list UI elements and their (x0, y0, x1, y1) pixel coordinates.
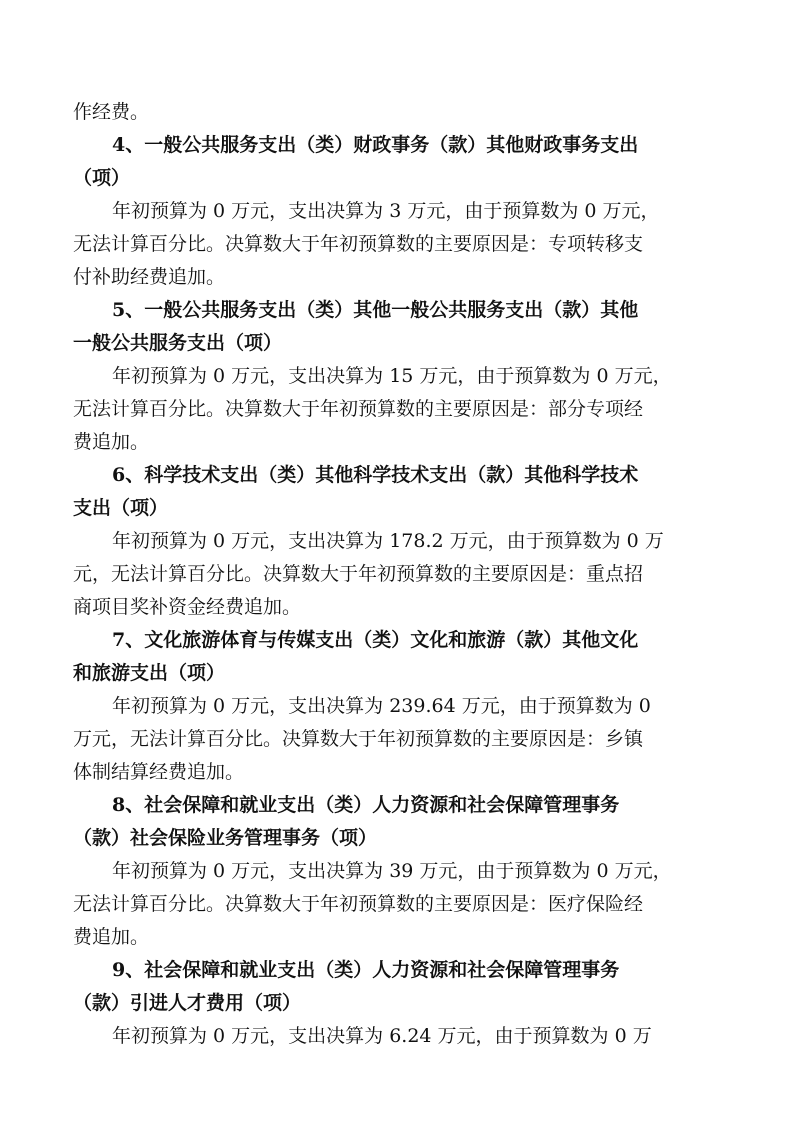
paragraph-line: 万元，无法计算百分比。决算数大于年初预算数的主要原因是：乡镇 (73, 728, 644, 750)
section-heading-8: 8、社会保障和就业支出（类）人力资源和社会保障管理事务 (112, 794, 620, 816)
section-heading-8-cont: （款）社会保险业务管理事务（项） (73, 827, 378, 849)
section-heading-7: 7、文化旅游体育与传媒支出（类）文化和旅游（款）其他文化 (112, 629, 639, 651)
paragraph-line: 无法计算百分比。决算数大于年初预算数的主要原因是：医疗保险经 (73, 893, 644, 915)
section-heading-5-cont: 一般公共服务支出（项） (73, 332, 283, 354)
section-heading-4-cont: （项） (73, 167, 131, 189)
paragraph-line: 年初预算为 0 万元，支出决算为 3 万元，由于预算数为 0 万元， (112, 200, 660, 222)
paragraph-line: 年初预算为 0 万元，支出决算为 39 万元，由于预算数为 0 万元， (112, 860, 672, 882)
section-heading-7-cont: 和旅游支出（项） (73, 662, 226, 684)
paragraph-line: 年初预算为 0 万元，支出决算为 178.2 万元，由于预算数为 0 万 (112, 530, 664, 552)
paragraph-line: 商项目奖补资金经费追加。 (73, 596, 302, 618)
paragraph-line: 无法计算百分比。决算数大于年初预算数的主要原因是：部分专项经 (73, 398, 644, 420)
section-heading-9: 9、社会保障和就业支出（类）人力资源和社会保障管理事务 (112, 959, 620, 981)
paragraph-line: 无法计算百分比。决算数大于年初预算数的主要原因是：专项转移支 (73, 233, 644, 255)
paragraph-line: 年初预算为 0 万元，支出决算为 15 万元，由于预算数为 0 万元， (112, 365, 672, 387)
section-heading-6-cont: 支出（项） (73, 497, 169, 519)
paragraph-line: 费追加。 (73, 926, 150, 948)
paragraph-line: 元，无法计算百分比。决算数大于年初预算数的主要原因是：重点招 (73, 563, 644, 585)
section-heading-9-cont: （款）引进人才费用（项） (73, 992, 302, 1014)
section-heading-4: 4、一般公共服务支出（类）财政事务（款）其他财政事务支出 (112, 134, 639, 156)
section-heading-6: 6、科学技术支出（类）其他科学技术支出（款）其他科学技术 (112, 464, 639, 486)
paragraph-line: 作经费。 (73, 101, 150, 123)
section-heading-5: 5、一般公共服务支出（类）其他一般公共服务支出（款）其他 (112, 299, 639, 321)
paragraph-line: 体制结算经费追加。 (73, 761, 245, 783)
paragraph-line: 年初预算为 0 万元，支出决算为 239.64 万元，由于预算数为 0 (112, 695, 651, 717)
paragraph-line: 费追加。 (73, 431, 150, 453)
paragraph-line: 付补助经费追加。 (73, 266, 226, 288)
paragraph-line: 年初预算为 0 万元，支出决算为 6.24 万元，由于预算数为 0 万 (112, 1025, 652, 1047)
